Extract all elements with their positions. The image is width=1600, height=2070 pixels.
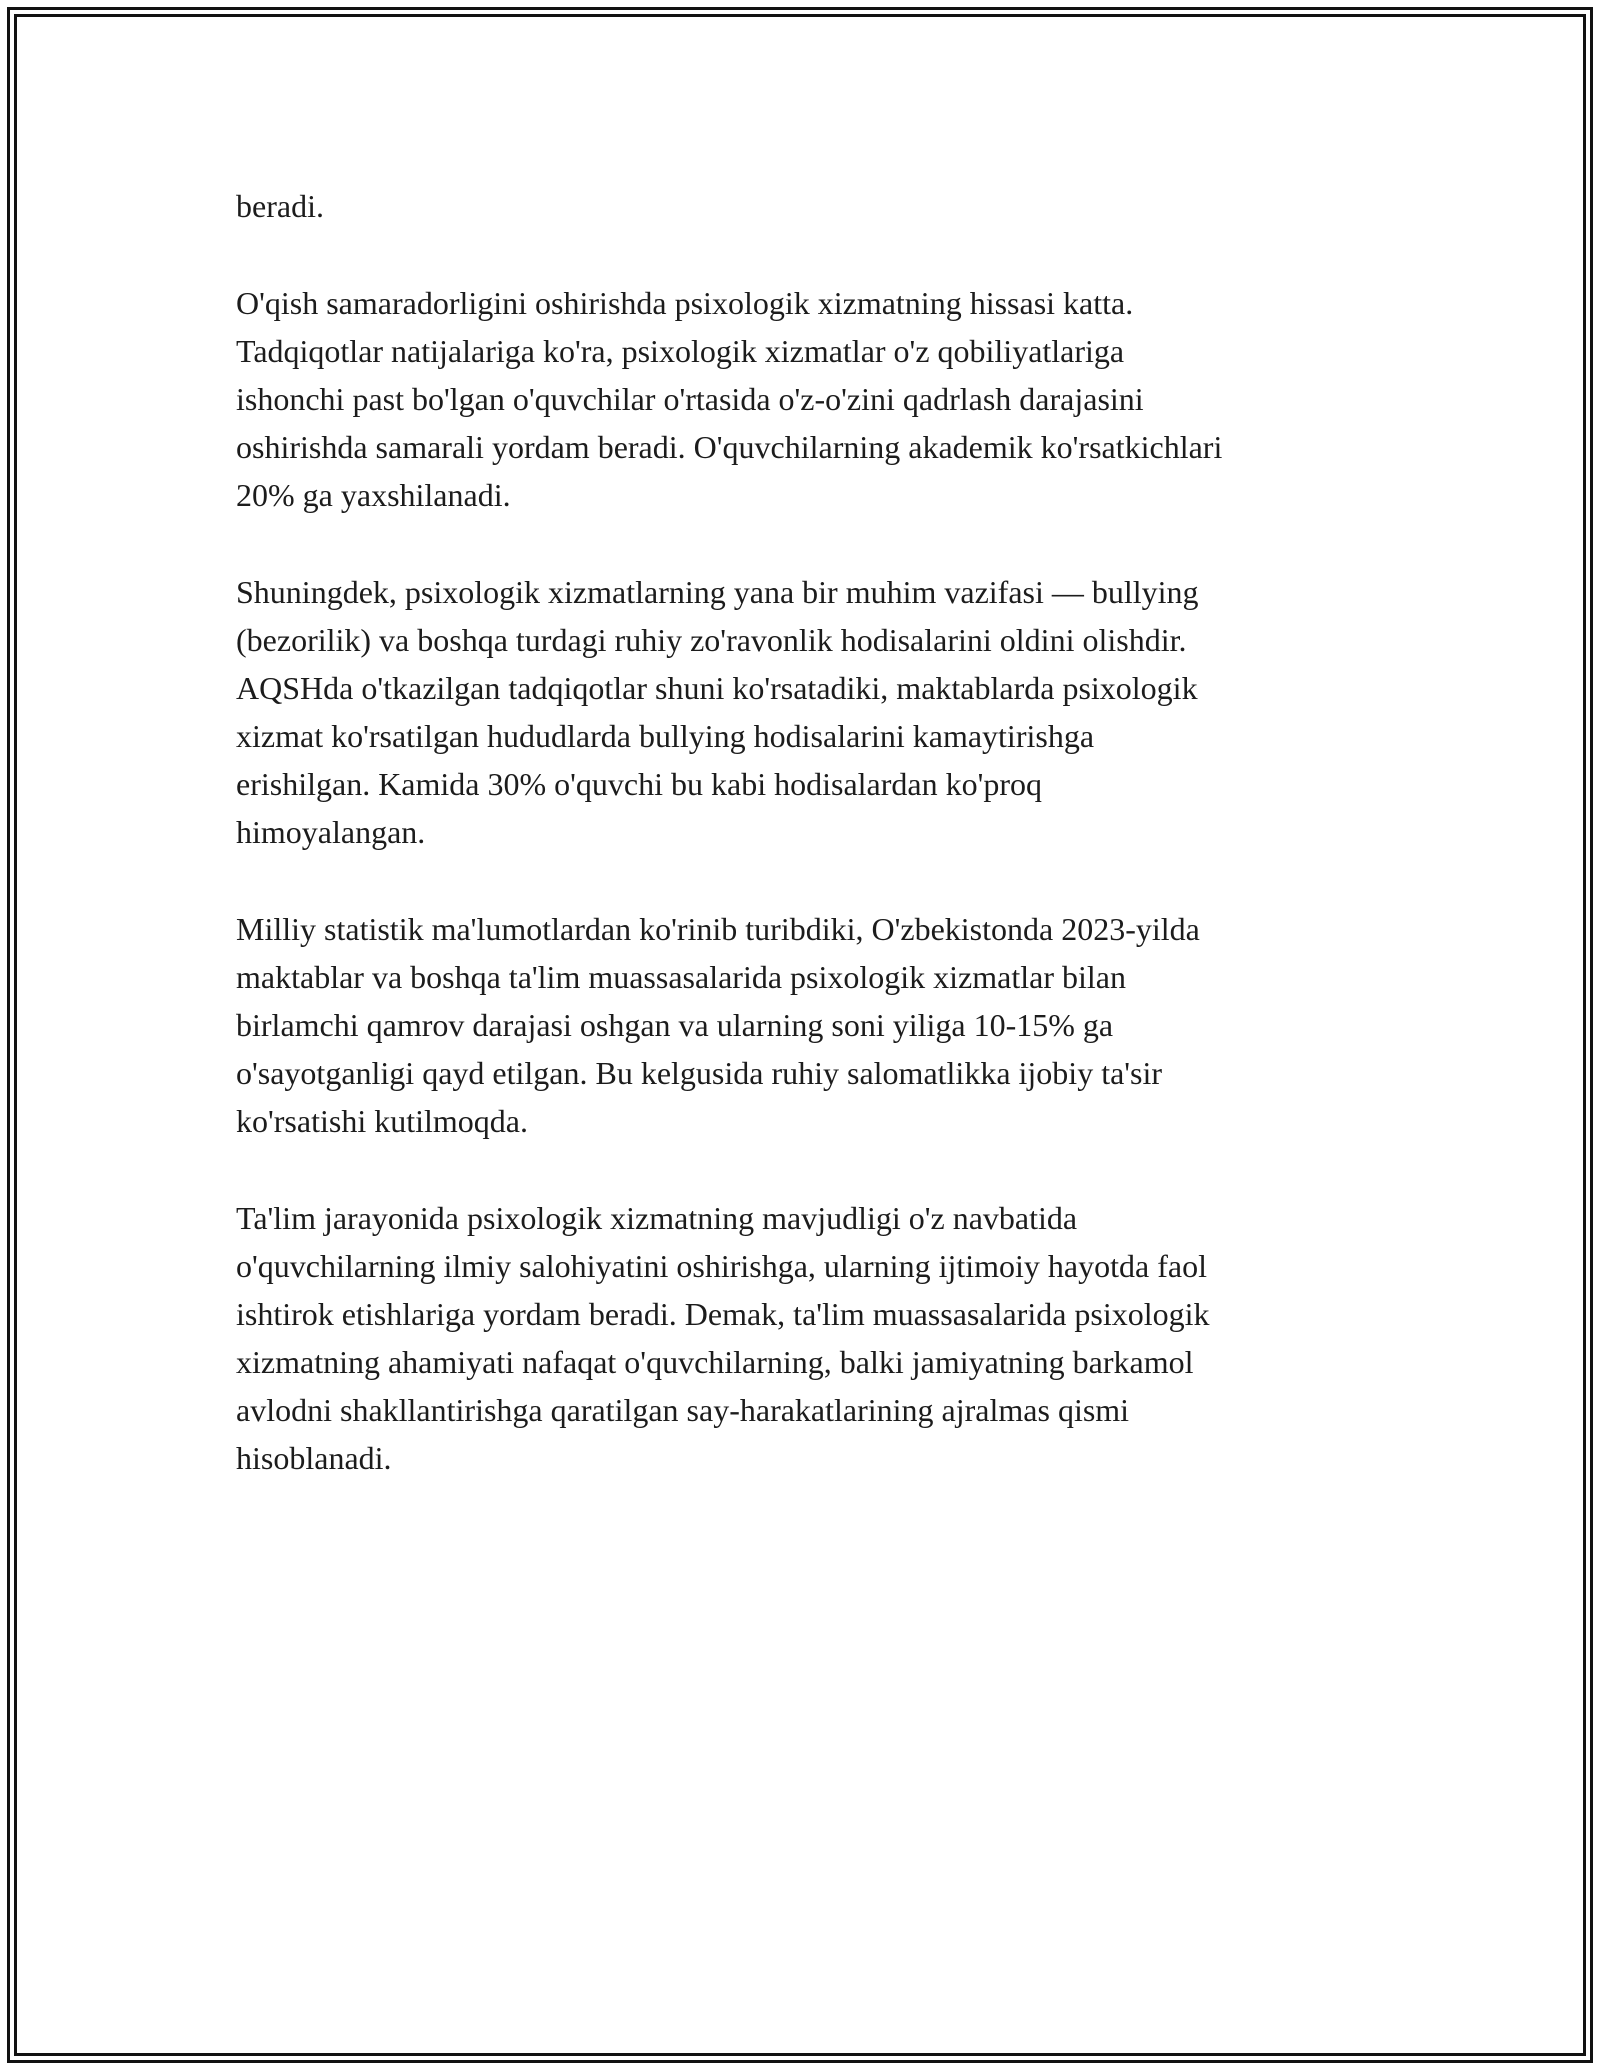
paragraph-reading-efficiency: O'qish samaradorligini oshirishda psixologik xizmatning hissasi katta. Tadqiqotlar natijalariga ko'ra, psixologik xizmatlar o'z qobiliyatlariga ishonchi past bo'lgan o'quvchilar o'rtasida o'z-o'zini qadrlash darajasini oshirishda samarali yordam beradi. O'quvchilarning akademik ko'rsatkichlari 20% ga yaxshilanadi. (236, 285, 1223, 513)
paragraph-bullying-prevention: Shuningdek, psixologik xizmatlarning yana bir muhim vazifasi — bullying (bezorilik) va boshqa turdagi ruhiy zo'ravonlik hodisalarini oldini olishdir. AQSHda o'tkazilgan tadqiqotlar shuni ko'rsatadiki, maktablarda psixologik xizmat ko'rsatilgan hududlarda bullying hodisalarini kamaytirishga erishilgan. Kamida 30% o'quvchi bu kabi hodisalardan ko'proq himoyalangan. (236, 574, 1199, 850)
document-body (236, 182, 1376, 1531)
paragraph-national-statistics: Milliy statistik ma'lumotlardan ko'rinib turibdiki, O'zbekistonda 2023-yilda maktablar va boshqa ta'lim muassasalarida psixologik xizmatlar bilan birlamchi qamrov darajasi oshgan va ularning soni yiliga 10-15% ga o'sayotganligi qayd etilgan. Bu kelgusida ruhiy salomatlikka ijobiy ta'sir ko'rsatishi kutilmoqda. (236, 911, 1200, 1139)
paragraph-conclusion: Ta'lim jarayonida psixologik xizmatning mavjudligi o'z navbatida o'quvchilarning ilmiy salohiyatini oshirishga, ularning ijtimoiy hayotda faol ishtirok etishlariga yordam beradi. Demak, ta'lim muassasalarida psixologik xizmatning ahamiyati nafaqat o'quvchilarning, balki jamiyatning barkamol avlodni shakllantirishga qaratilgan say-harakatlarining ajralmas qismi hisoblanadi. (236, 1200, 1210, 1476)
paragraph-continuation: beradi. (236, 188, 324, 224)
